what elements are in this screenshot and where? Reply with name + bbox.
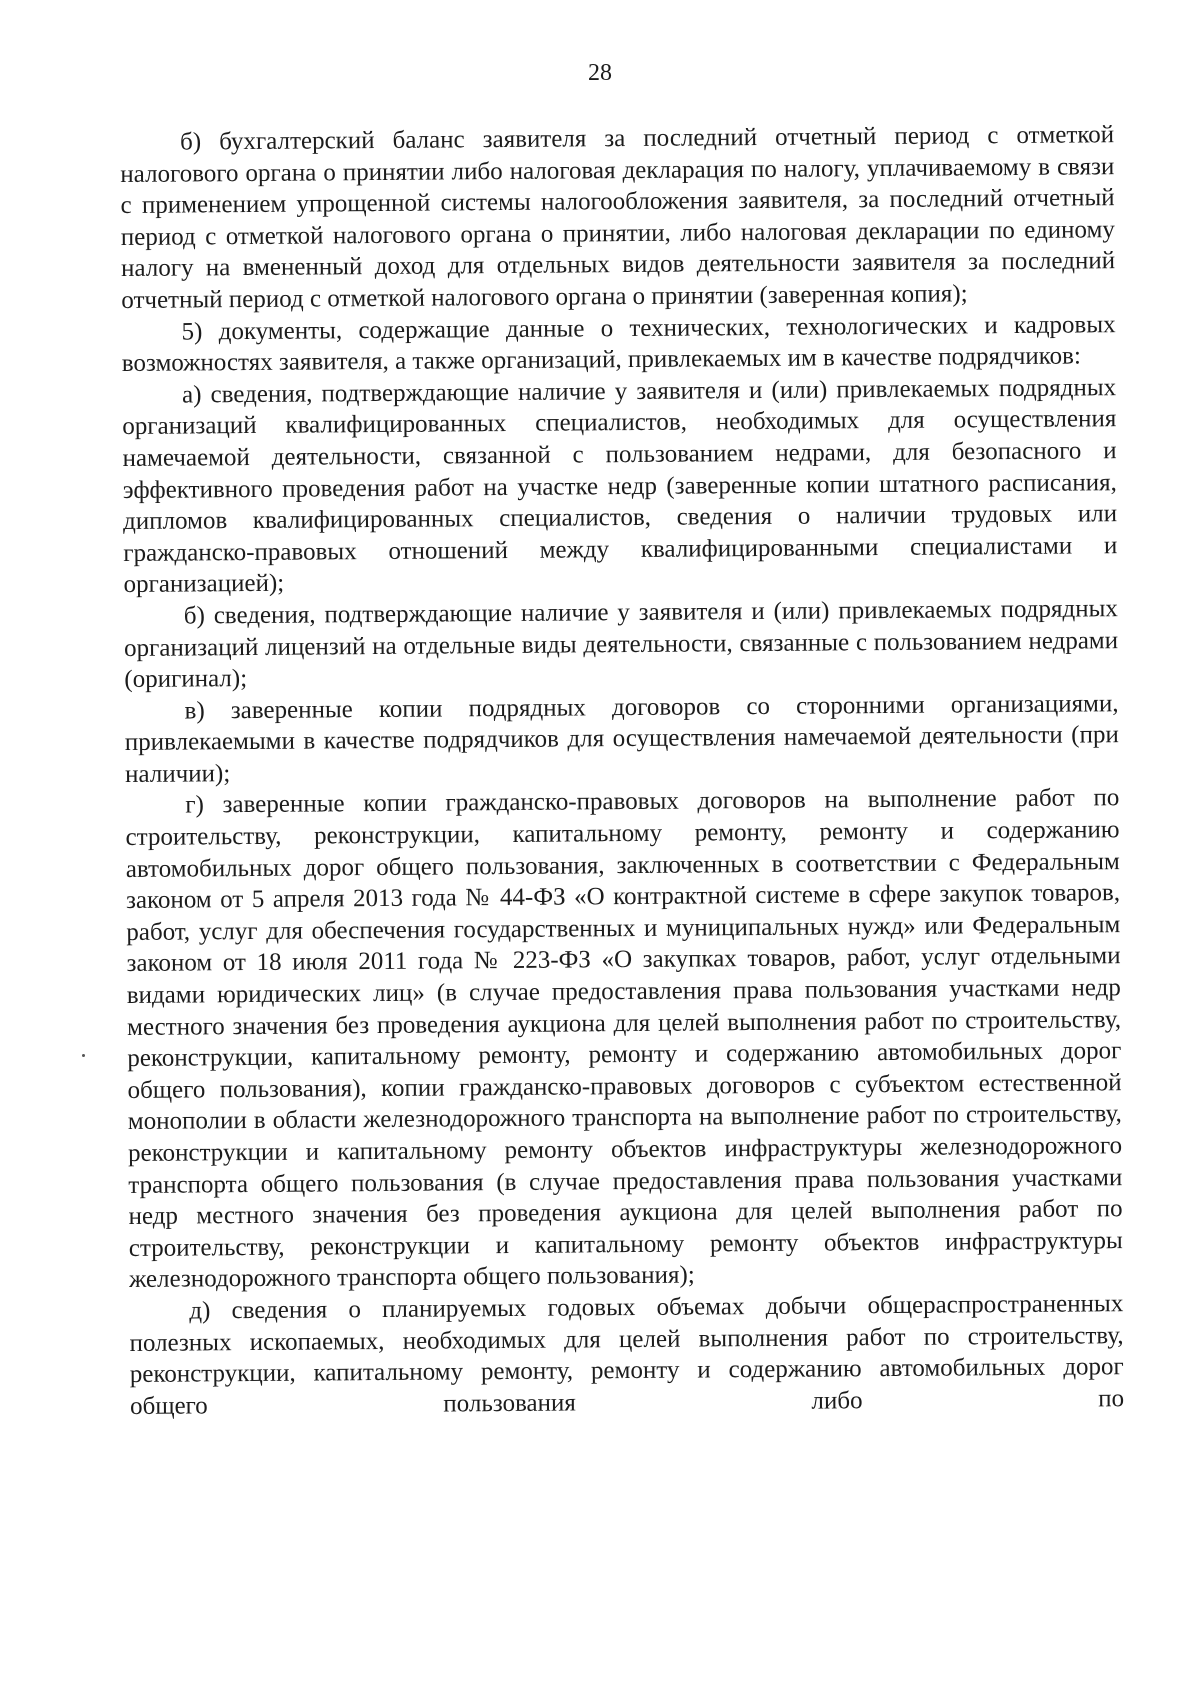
document-body <box>120 119 1124 1422</box>
paragraph-b-balance: б) бухгалтерский баланс заявителя за последний отчетный период с отметкой налогового органа о принятии либо налоговая декларация по налогу, уплачиваемому в связи с применением упрощенной системы налогообложения заявителя, за последний отчетный период с отметкой налогового органа о принятии, либо налоговая декларации по единому налогу на вмененный доход для отдельных видов деятельности заявителя за последний отчетный период с отметкой налогового органа о принятии (заверенная копия); <box>120 121 1116 314</box>
paragraph-d-volumes: д) сведения о планируемых годовых объемах добычи общераспространенных полезных ископаемых, необходимых для целей выполнения работ по строительству, реконструкции, капитальному ремонту, ремонту и содержанию автомобильных дорог общего пользования либо по <box>129 1290 1125 1420</box>
page-number: 28 <box>588 60 612 86</box>
paragraph-v-contracts: в) заверенные копии подрядных договоров со сторонними организациями, привлекаемыми в качестве подрядчиков для осуществления намечаемой деятельности (при наличии); <box>124 689 1119 788</box>
paragraph-5-documents: 5) документы, содержащие данные о технических, технологических и кадровых возможностях заявителя, а также организаций, привлекаемых им в качестве подрядчиков: <box>121 310 1116 378</box>
margin-dot <box>82 1054 85 1057</box>
paragraph-g-civil-contracts: г) заверенные копии гражданско-правовых договоров на выполнение работ по строительству, реконструкции, капитальному ремонту, ремонту и содержанию автомобильных дорог общего пользования, заключенных в соответствии с Федеральным законом от 5 апреля 2013 года № 44-ФЗ «О контрактной системе в сфере закупок товаров, работ, услуг для обеспечения государственных и муниципальных нужд» или Федеральным законом от 18 июля 2011 года № 223-ФЗ «О закупках товаров, работ, услуг отдельными видами юридических лиц» (в случае предоставления права пользования участками недр местного значения без проведения аукциона для целей выполнения работ по строительству, реконструкции, капитальному ремонту, ремонту и содержанию автомобильных дорог общего пользования), копии гражданско-правовых договоров с субъектом естественной монополии в области железнодорожного транспорта на выполнение работ по строительству, реконструкции и капитальному ремонту объектов инфраструктуры железнодорожного транспорта общего пользования (в случае предоставления права пользования участками недр местного значения без проведения аукциона для целей выполнения работ по строительству, реконструкции и капитальному ремонту объектов инфраструктуры железнодорожного транспорта общего пользования); <box>125 784 1123 1294</box>
paragraph-b-licenses: б) сведения, подтверждающие наличие у заявителя и (или) привлекаемых подрядных организаций лицензий на отдельные виды деятельности, связанные с пользованием недрами (оригинал); <box>123 595 1119 694</box>
paragraph-a-specialists: а) сведения, подтверждающие наличие у заявителя и (или) привлекаемых подрядных организаций квалифицированных специалистов, необходимых для осуществления намечаемой деятельности, связанной с пользованием недрами, для безопасного и эффективного проведения работ на участке недр (заверенные копии штатного расписания, дипломов квалифицированных специалистов, сведения о наличии трудовых или гражданско-правовых отношений между квалифицированными специалистами и организацией); <box>122 373 1118 599</box>
